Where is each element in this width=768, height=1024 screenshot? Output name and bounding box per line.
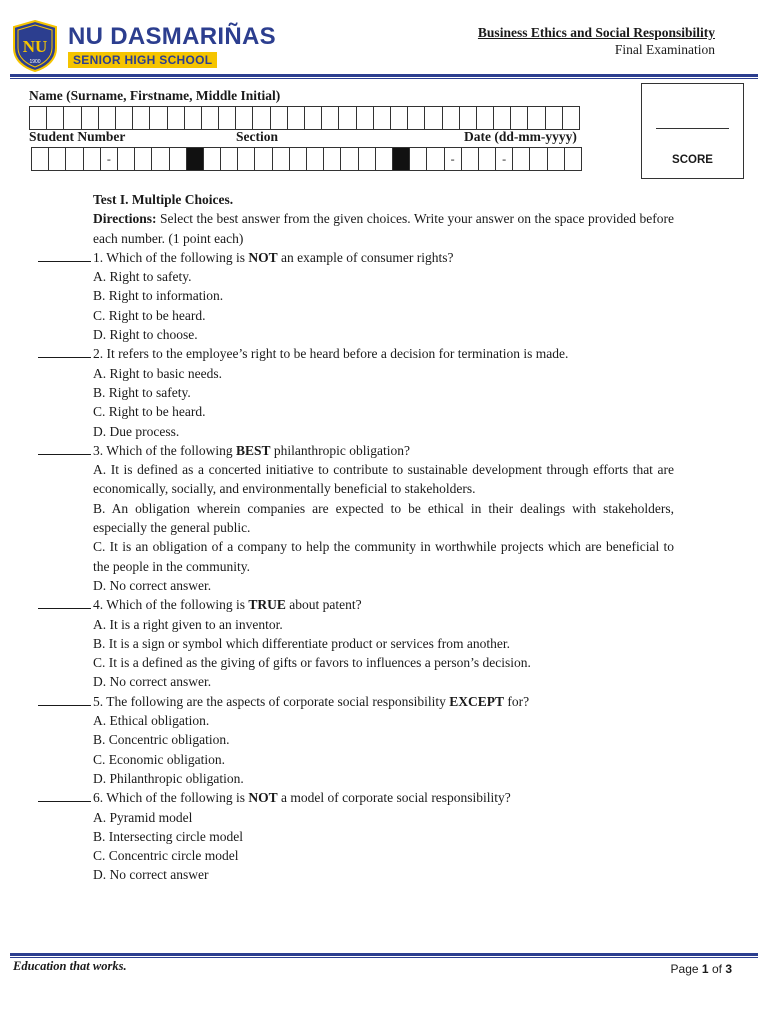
name-char-box[interactable] <box>218 106 236 130</box>
student-number-label: Student Number <box>29 129 126 144</box>
separator-box <box>186 147 204 171</box>
name-char-box[interactable] <box>287 106 305 130</box>
char-box[interactable] <box>529 147 547 171</box>
name-char-box[interactable] <box>201 106 219 130</box>
choice-a: A. It is defined as a concerted initiative to contribute to sustainable development through efforts that are economically, socially, and environmentally beneficial to stakeholders. <box>93 462 674 497</box>
char-box[interactable] <box>306 147 324 171</box>
char-box[interactable] <box>323 147 341 171</box>
char-box[interactable] <box>478 147 496 171</box>
name-char-box[interactable] <box>29 106 47 130</box>
name-char-box[interactable] <box>304 106 322 130</box>
question-text: 4. Which of the following is <box>93 597 249 613</box>
question-text-end: about patent? <box>285 597 362 613</box>
char-box[interactable] <box>220 147 238 171</box>
name-char-box[interactable] <box>132 106 150 130</box>
school-subtitle: SENIOR HIGH SCHOOL <box>68 52 217 68</box>
score-label: SCORE <box>672 154 713 166</box>
choice-a: A. Right to safety. <box>93 269 192 285</box>
name-input-boxes[interactable] <box>29 106 579 130</box>
char-box[interactable] <box>564 147 582 171</box>
choice-d: D. Due process. <box>93 423 180 439</box>
char-box[interactable] <box>169 147 187 171</box>
name-char-box[interactable] <box>356 106 374 130</box>
question-text: 5. The following are the aspects of corporate social responsibility <box>93 693 450 709</box>
char-box[interactable] <box>375 147 393 171</box>
question-emphasis: NOT <box>248 790 278 806</box>
directions <box>38 209 674 248</box>
choice-a: A. Ethical obligation. <box>93 713 210 729</box>
name-char-box[interactable] <box>459 106 477 130</box>
crest-icon <box>12 20 58 72</box>
question-4 <box>38 595 674 614</box>
score-box <box>641 83 744 179</box>
name-char-box[interactable] <box>476 106 494 130</box>
separator-box <box>392 147 410 171</box>
answer-blank[interactable] <box>38 248 91 262</box>
question-1 <box>38 248 674 267</box>
question-text: 3. Which of the following <box>93 442 236 458</box>
answer-blank[interactable] <box>38 595 91 609</box>
name-char-box[interactable] <box>115 106 133 130</box>
name-char-box[interactable] <box>149 106 167 130</box>
choice-d: D. Right to choose. <box>93 327 198 343</box>
question-5 <box>38 692 674 711</box>
header-divider <box>10 74 758 79</box>
char-box[interactable] <box>65 147 83 171</box>
score-line[interactable] <box>656 128 729 129</box>
question-list <box>38 248 674 885</box>
choice-b: B. Concentric obligation. <box>93 732 230 748</box>
name-char-box[interactable] <box>545 106 563 130</box>
page-number: Page 1 of 3 <box>670 962 732 976</box>
exam-content <box>38 190 674 885</box>
char-box[interactable] <box>83 147 101 171</box>
choice-c: C. It is an obligation of a company to help the community in worthwhile projects which are beneficial to the people in the community. <box>93 539 674 574</box>
student-number-section-date-boxes[interactable] <box>31 147 581 171</box>
char-box[interactable] <box>237 147 255 171</box>
name-char-box[interactable] <box>527 106 545 130</box>
question-text: 2. It refers to the employee’s right to be heard before a decision for termination is made. <box>93 346 569 362</box>
answer-blank[interactable] <box>38 441 91 455</box>
footer-divider <box>10 953 758 958</box>
name-label: Name (Surname, Firstname, Middle Initial) <box>29 88 281 103</box>
name-char-box[interactable] <box>493 106 511 130</box>
name-char-box[interactable] <box>321 106 339 130</box>
answer-blank[interactable] <box>38 344 91 358</box>
question-2 <box>38 344 674 363</box>
choice-d: D. No correct answer. <box>93 577 212 593</box>
char-box[interactable] <box>272 147 290 171</box>
char-box[interactable] <box>340 147 358 171</box>
char-box[interactable] <box>48 147 66 171</box>
choice-b: B. Right to safety. <box>93 384 191 400</box>
char-box[interactable] <box>254 147 272 171</box>
directions-text: Select the best answer from the given choices. Write your answer on the space provided before each number. (1 point each) <box>93 211 674 246</box>
footer-motto: Education that works. <box>13 959 127 973</box>
char-box[interactable] <box>134 147 152 171</box>
choice-c: C. Concentric circle model <box>93 848 239 864</box>
name-char-box[interactable] <box>424 106 442 130</box>
dash-box: - <box>495 147 513 171</box>
school-logo <box>12 20 276 72</box>
choice-b: B. Intersecting circle model <box>93 828 243 844</box>
name-char-box[interactable] <box>407 106 425 130</box>
choice-b: B. An obligation wherein companies are expected to be ethical in their dealings with stakeholders, especially the general public. <box>93 500 674 536</box>
answer-blank[interactable] <box>38 788 91 802</box>
question-emphasis: BEST <box>235 442 271 458</box>
choice-a: A. Right to basic needs. <box>93 365 222 381</box>
choice-c: C. Economic obligation. <box>93 751 225 767</box>
question-emphasis: EXCEPT <box>449 693 505 709</box>
char-box[interactable] <box>151 147 169 171</box>
question-emphasis: TRUE <box>248 597 286 613</box>
course-title: Business Ethics and Social Responsibility <box>477 25 715 40</box>
choice-c: C. Right to be heard. <box>93 404 206 420</box>
question-text-end: for? <box>504 693 530 709</box>
choice-d: D. No correct answer. <box>93 674 212 690</box>
choice-c: C. Right to be heard. <box>93 307 206 323</box>
name-char-box[interactable] <box>235 106 253 130</box>
name-char-box[interactable] <box>390 106 408 130</box>
name-char-box[interactable] <box>373 106 391 130</box>
name-char-box[interactable] <box>270 106 288 130</box>
name-char-box[interactable] <box>63 106 81 130</box>
question-emphasis: NOT <box>248 249 278 265</box>
choice-a: A. Pyramid model <box>93 809 193 825</box>
name-char-box[interactable] <box>98 106 116 130</box>
char-box[interactable] <box>289 147 307 171</box>
choice-d: D. Philanthropic obligation. <box>93 770 244 786</box>
subject-heading <box>478 24 715 58</box>
name-char-box[interactable] <box>167 106 185 130</box>
choice-b: B. Right to information. <box>93 288 224 304</box>
name-char-box[interactable] <box>510 106 528 130</box>
char-box[interactable] <box>461 147 479 171</box>
question-3 <box>38 441 674 460</box>
char-box[interactable] <box>512 147 530 171</box>
char-box[interactable] <box>203 147 221 171</box>
char-box[interactable] <box>426 147 444 171</box>
choice-a: A. It is a right given to an inventor. <box>93 616 283 632</box>
choice-c: C. It is a defined as the giving of gifts or favors to influences a person’s decision. <box>93 655 531 671</box>
name-char-box[interactable] <box>46 106 64 130</box>
name-char-box[interactable] <box>442 106 460 130</box>
directions-label: Directions: <box>93 211 157 227</box>
date-label: Date (dd-mm-yyyy) <box>464 129 577 144</box>
answer-blank[interactable] <box>38 692 91 706</box>
dash-box: - <box>444 147 462 171</box>
question-text: 6. Which of the following is <box>93 790 249 806</box>
svg-text:1900: 1900 <box>29 59 41 65</box>
name-char-box[interactable] <box>184 106 202 130</box>
exam-title: Final Examination <box>614 42 715 57</box>
char-box[interactable] <box>409 147 427 171</box>
name-char-box[interactable] <box>81 106 99 130</box>
choice-d: D. No correct answer <box>93 867 209 883</box>
name-char-box[interactable] <box>252 106 270 130</box>
section-label: Section <box>236 129 278 144</box>
name-char-box[interactable] <box>562 106 580 130</box>
choice-b: B. It is a sign or symbol which differentiate product or services from another. <box>93 635 511 651</box>
char-box[interactable] <box>547 147 565 171</box>
dash-box: - <box>100 147 118 171</box>
test-title: Test I. Multiple Choices. <box>93 192 234 207</box>
question-text-end: philanthropic obligation? <box>270 442 410 458</box>
school-name: NU DASMARIÑAS <box>68 22 276 50</box>
name-char-box[interactable] <box>338 106 356 130</box>
question-text: 1. Which of the following is <box>93 249 249 265</box>
question-6 <box>38 788 674 807</box>
char-box[interactable] <box>31 147 49 171</box>
char-box[interactable] <box>117 147 135 171</box>
svg-text:NU: NU <box>22 37 48 56</box>
char-box[interactable] <box>358 147 376 171</box>
question-text-end: an example of consumer rights? <box>277 249 454 265</box>
question-text-end: a model of corporate social responsibility? <box>277 790 511 806</box>
